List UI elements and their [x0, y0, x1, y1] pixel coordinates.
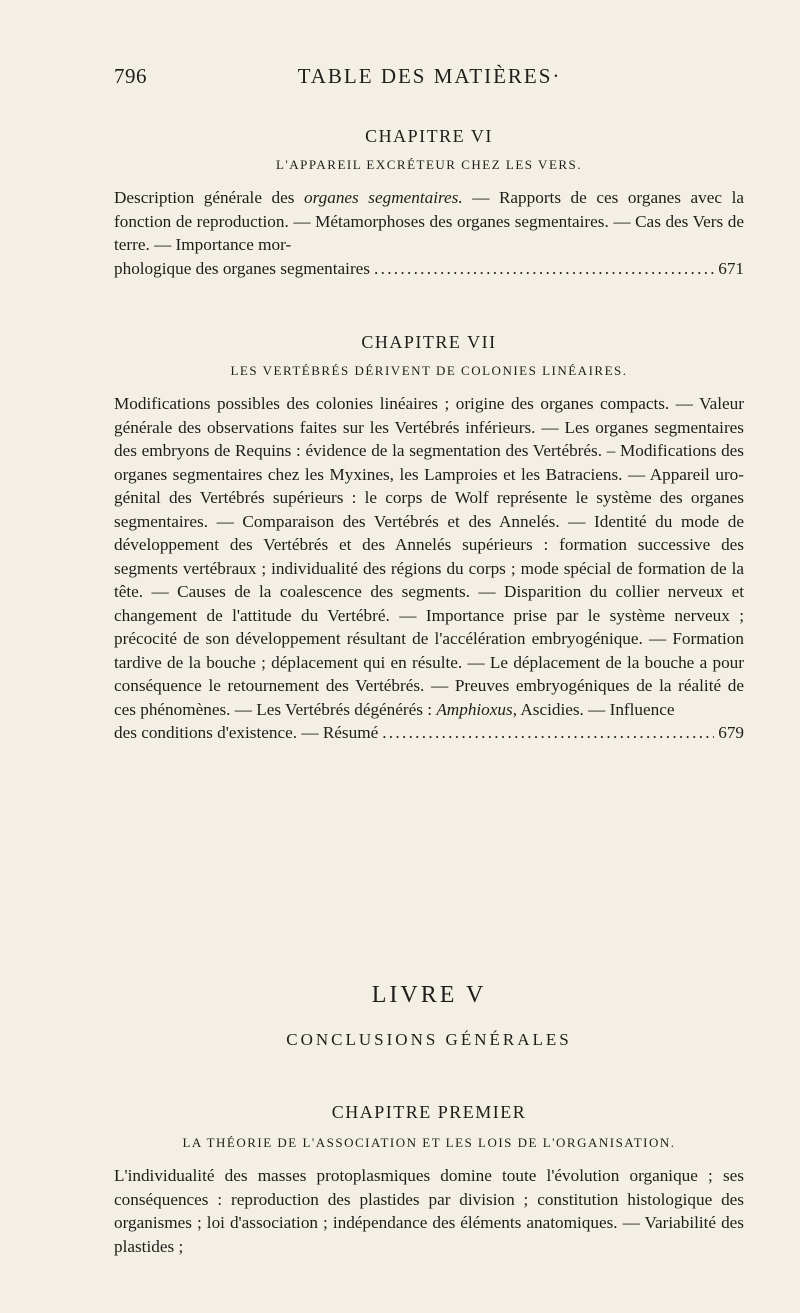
- livre-5-subtitle: CONCLUSIONS GÉNÉRALES: [286, 1030, 572, 1049]
- chapter-6-last-line: phologique des organes segmentaires: [114, 258, 370, 278]
- running-title: TABLE DES MATIÈRES·: [297, 64, 562, 88]
- chapter-7-text: [114, 392, 744, 721]
- chapter-6-subtitle: L'APPAREIL EXCRÉTEUR CHEZ LES VERS.: [275, 157, 583, 172]
- livre-5-heading: LIVRE V: [371, 982, 487, 1008]
- chapter-7-text-b: , Ascidies. — Influence: [512, 699, 675, 719]
- chapter-6-summary: [114, 186, 744, 280]
- leader-dots: [374, 257, 714, 281]
- livre-5-section: [114, 982, 744, 1050]
- chapter-7-summary: [114, 392, 744, 745]
- chapter-1-subtitle: LA THÉORIE DE L'ASSOCIATION ET LES LOIS DE L'ORGANISATION.: [182, 1135, 676, 1150]
- chapter-6-text-italic: organes segmentaires.: [303, 188, 463, 207]
- chapter-6-text-a: Description générale des: [114, 188, 304, 207]
- chapter-7-subtitle: LES VERTÉBRÉS DÉRIVENT DE COLONIES LINÉAIRES.: [230, 363, 628, 378]
- chapter-6-text-b: — Rapports de ces organes avec la fonction de reproduction. — Métamorphoses des organes segmentaires. — Cas des Vers de terre. — Importance mor-: [114, 188, 744, 254]
- chapter-7-text-italic: Amphioxus: [436, 699, 513, 719]
- chapter-6-text: [114, 186, 744, 257]
- leader-dots: [382, 721, 714, 745]
- chapter-1-text: L'individualité des masses protoplasmiques domine toute l'évolution organique ; ses conséquences : reproduction des plastides par division ; constitution histologique des organismes ; loi d'association ; indépendance des éléments anatomiques. — Variabilité des plastides ;: [114, 1166, 744, 1256]
- chapter-7-heading: CHAPITRE VII: [361, 332, 497, 352]
- chapter-7-toc-line: [114, 721, 744, 745]
- chapter-6-page-ref: 671: [718, 258, 744, 278]
- chapter-7-section: [114, 332, 744, 745]
- chapter-1-section: [114, 1102, 744, 1258]
- chapter-7-text-a: Modifications possibles des colonies linéaires ; origine des organes compacts. — Valeur générale des observations faites sur les Vertébrés inférieurs. — Les organes segmentaires des embryons de Requins : évidence de la segmentation des Vertébrés. – Modifications des organes segmentaires chez les Myxines, les Lamproies et les Batraciens. — Appareil uro-génital des Vertébrés supérieurs : le corps de Wolf représente le système des organes segmentaires. — Comparaison des Vertébrés et des Annelés. — Identité du mode de développement des Vertébrés et des Annelés supérieurs : formation successive des segments vertébraux ; individualité des régions du corps ; mode spécial de formation de la tête. — Causes de la coalescence des segments. — Disparition du collier nerveux et changement de l'attitude du Vertébré. — Importance prise par le système nerveux ; précocité de son développement résultant de l'accélération embryogénique. — Formation tardive de la bouche ; déplacement qui en résulte. — Le déplacement de la bouche a pour conséquence le retournement des Vertébrés. — Preuves embryogéniques de la réalité de ces phénomènes. — Les Vertébrés dégénérés :: [114, 394, 744, 719]
- chapter-7-page-ref: 679: [718, 723, 744, 742]
- page-number: 796: [114, 64, 147, 88]
- chapter-6-section: [114, 126, 744, 280]
- chapter-7-last-line: des conditions d'existence. — Résumé: [114, 723, 379, 742]
- chapter-6-toc-line: [114, 257, 744, 281]
- page-header: [114, 64, 745, 96]
- chapter-1-heading: CHAPITRE PREMIER: [331, 1102, 527, 1122]
- chapter-6-heading: CHAPITRE VI: [365, 126, 493, 146]
